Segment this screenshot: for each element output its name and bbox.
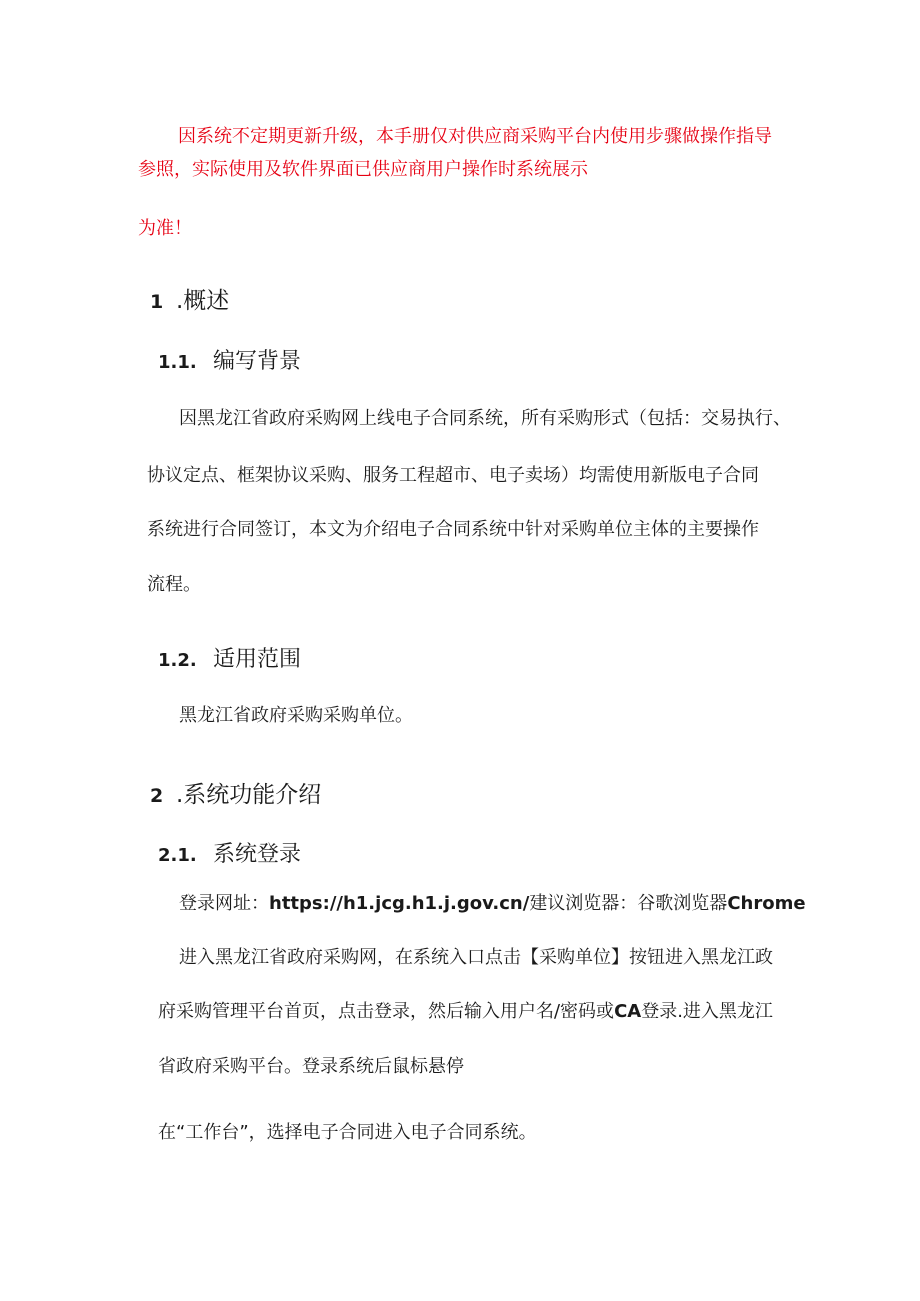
section-1-title: .概述 bbox=[176, 288, 230, 314]
section-1-heading bbox=[150, 286, 229, 317]
login-para-line-3: 省政府采购平台。登录系统后鼠标悬停 bbox=[158, 1056, 464, 1077]
notice-line-3: 为准！ bbox=[138, 218, 192, 239]
section-2-1-heading bbox=[158, 840, 301, 871]
background-para-line-2: 协议定点、框架协议采购、服务工程超市、电子卖场）均需使用新版电子合同 bbox=[147, 465, 759, 486]
login-para-line-2-text: 府采购管理平台首页，点击登录，然后输入用户名/密码或 bbox=[158, 1001, 615, 1022]
section-1-2-title: 适用范围 bbox=[213, 647, 302, 672]
section-1-2-heading bbox=[158, 645, 301, 676]
background-para-line-4: 流程。 bbox=[147, 574, 201, 595]
notice-line-2: 参照，实际使用及软件界面已供应商用户操作时系统展示 bbox=[138, 159, 588, 180]
login-para-line-4: 在“工作台”，选择电子合同进入电子合同系统。 bbox=[158, 1122, 537, 1143]
section-1-2-number: 1.2. bbox=[158, 650, 197, 671]
login-url-link[interactable]: https://h1.jcg.h1.j.gov.cn/ bbox=[269, 893, 530, 914]
section-1-1-title: 编写背景 bbox=[213, 349, 302, 374]
scope-para: 黑龙江省政府采购采购单位。 bbox=[179, 705, 413, 726]
section-2-title: .系统功能介绍 bbox=[176, 782, 322, 808]
background-para-line-1: 因黑龙江省政府采购网上线电子合同系统，所有采购形式（包括：交易执行、 bbox=[179, 408, 791, 429]
section-1-number: 1 bbox=[150, 291, 164, 313]
browser-label: 建议浏览器：谷歌浏览器 bbox=[529, 893, 728, 914]
notice-line-1: 因系统不定期更新升级，本手册仅对供应商采购平台内使用步骤做操作指导 bbox=[178, 126, 772, 147]
login-para-line-2 bbox=[158, 999, 773, 1025]
background-para-line-3: 系统进行合同签订，本文为介绍电子合同系统中针对采购单位主体的主要操作 bbox=[147, 519, 759, 540]
login-url-label: 登录网址： bbox=[179, 893, 269, 914]
login-para-line-1: 进入黑龙江省政府采购网，在系统入口点击【采购单位】按钮进入黑龙江政 bbox=[179, 947, 773, 968]
login-url-line bbox=[179, 891, 806, 917]
section-2-number: 2 bbox=[150, 785, 164, 807]
section-1-1-heading bbox=[158, 347, 301, 378]
section-1-1-number: 1.1. bbox=[158, 352, 197, 373]
section-2-1-title: 系统登录 bbox=[213, 842, 302, 867]
section-2-1-number: 2.1. bbox=[158, 845, 197, 866]
ca-label: CA bbox=[614, 1001, 642, 1022]
browser-name: Chrome bbox=[727, 893, 806, 914]
login-para-line-2-tail: 登录.进入黑龙江 bbox=[641, 1001, 773, 1022]
section-2-heading bbox=[150, 780, 321, 811]
